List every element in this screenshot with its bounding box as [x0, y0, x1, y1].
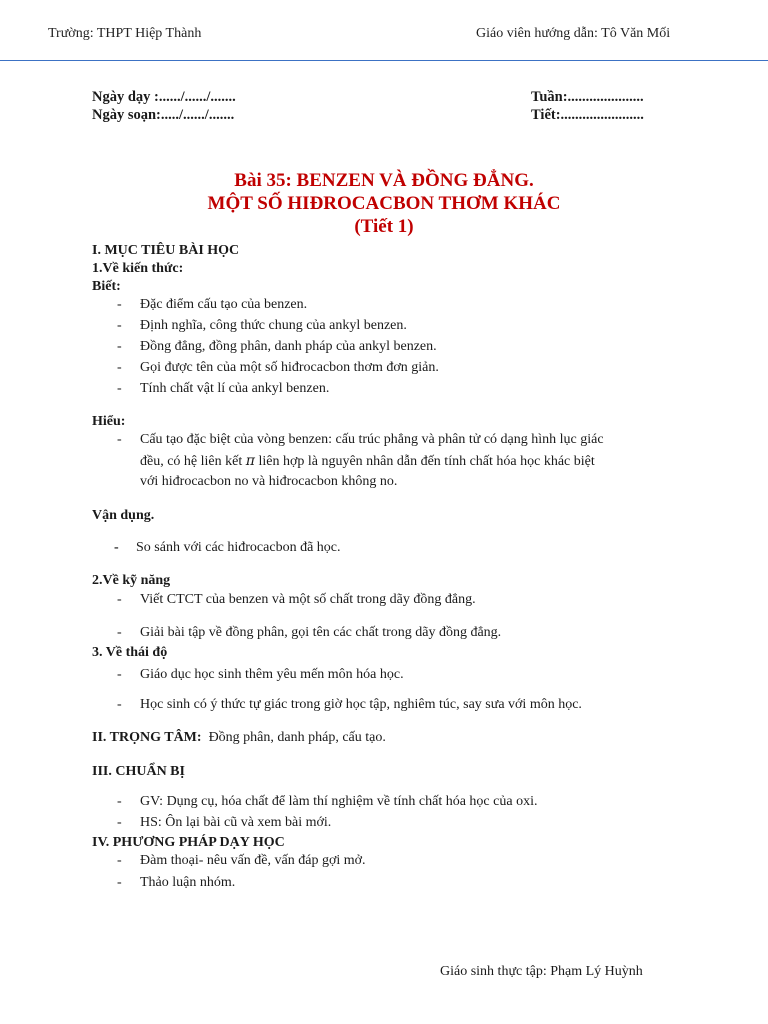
section-skills: 2.Về kỹ năng	[92, 573, 171, 588]
bullet-dash: -	[117, 592, 122, 607]
section-preparation: III. CHUẨN BỊ	[92, 764, 185, 779]
list-item: GV: Dụng cụ, hóa chất để làm thí nghiệm về tính chất hóa học của oxi.	[140, 794, 538, 809]
header-divider	[0, 60, 768, 61]
week: Tuần:.....................	[531, 89, 644, 105]
section-objectives: I. MỤC TIÊU BÀI HỌC	[92, 243, 240, 258]
list-item: So sánh với các hiđrocacbon đã học.	[136, 540, 341, 555]
period: Tiết:.......................	[531, 107, 644, 123]
bullet-dash: -	[117, 318, 122, 333]
bullet-dash: -	[117, 667, 122, 682]
list-item: Học sinh có ý thức tự giác trong giờ học tập, nghiêm túc, say sưa với môn học.	[140, 697, 582, 712]
list-item: Đàm thoại- nêu vấn đề, vấn đáp gợi mở.	[140, 853, 366, 868]
list-item: Giải bài tập về đồng phân, gọi tên các chất trong dãy đồng đẳng.	[140, 625, 502, 640]
bullet-dash: -	[114, 540, 119, 555]
bullet-dash: -	[117, 794, 122, 809]
lesson-subtitle: MỘT SỐ HIĐROCACBON THƠM KHÁC	[207, 193, 561, 214]
header-teacher: Giáo viên hướng dẫn: Tô Văn Mối	[476, 26, 671, 41]
understand-line-2: đều, có hệ liên kết π liên hợp là nguyên nhân dẫn đến tính chất hóa học khác biệt	[140, 453, 595, 469]
bullet-dash: -	[117, 853, 122, 868]
apply-label: Vận dụng.	[92, 508, 155, 523]
bullet-dash: -	[117, 875, 122, 890]
list-item: Đồng đẳng, đồng phân, danh pháp của ankyl benzen.	[140, 339, 437, 354]
lesson-period: (Tiết 1)	[354, 216, 414, 237]
list-item: Định nghĩa, công thức chung của ankyl benzen.	[140, 318, 407, 333]
bullet-dash: -	[117, 815, 122, 830]
list-item: Gọi được tên của một số hiđrocacbon thơm đơn giản.	[140, 360, 439, 375]
header-school: Trường: THPT Hiệp Thành	[48, 26, 202, 41]
understand-label: Hiểu:	[92, 414, 126, 429]
footer-student-teacher: Giáo sinh thực tập: Phạm Lý Huỳnh	[440, 964, 643, 979]
lesson-title: Bài 35: BENZEN VÀ ĐỒNG ĐẲNG.	[234, 170, 534, 191]
bullet-dash: -	[117, 625, 122, 640]
understand-line-3: với hiđrocacbon no và hiđrocacbon không no.	[140, 474, 398, 489]
list-item: Tính chất vật lí của ankyl benzen.	[140, 381, 330, 396]
teach-date: Ngày dạy :....../....../.......	[92, 89, 236, 105]
section-focus: II. TRỌNG TÂM: Đồng phân, danh pháp, cấu tạo.	[92, 730, 386, 745]
bullet-dash: -	[117, 697, 122, 712]
bullet-dash: -	[117, 360, 122, 375]
understand-line-1: Cấu tạo đặc biệt của vòng benzen: cấu trúc phẳng và phân tử có dạng hình lục giác	[140, 432, 604, 447]
list-item: Đặc điểm cấu tạo của benzen.	[140, 297, 308, 312]
list-item: HS: Ôn lại bài cũ và xem bài mới.	[140, 815, 332, 830]
list-item: Giáo dục học sinh thêm yêu mến môn hóa học.	[140, 667, 404, 682]
bullet-dash: -	[117, 381, 122, 396]
list-item: Thảo luận nhóm.	[140, 875, 236, 890]
know-label: Biết:	[92, 279, 121, 294]
bullet-dash: -	[117, 432, 122, 447]
list-item: Viết CTCT của benzen và một số chất trong dãy đồng đẳng.	[140, 592, 476, 607]
section-attitude: 3. Về thái độ	[92, 645, 168, 660]
pi-symbol: π	[245, 453, 255, 469]
prep-date: Ngày soạn:...../....../.......	[92, 107, 235, 123]
section-methods: IV. PHƯƠNG PHÁP DẠY HỌC	[92, 835, 285, 850]
bullet-dash: -	[117, 339, 122, 354]
bullet-dash: -	[117, 297, 122, 312]
section-knowledge: 1.Về kiến thức:	[92, 261, 184, 276]
